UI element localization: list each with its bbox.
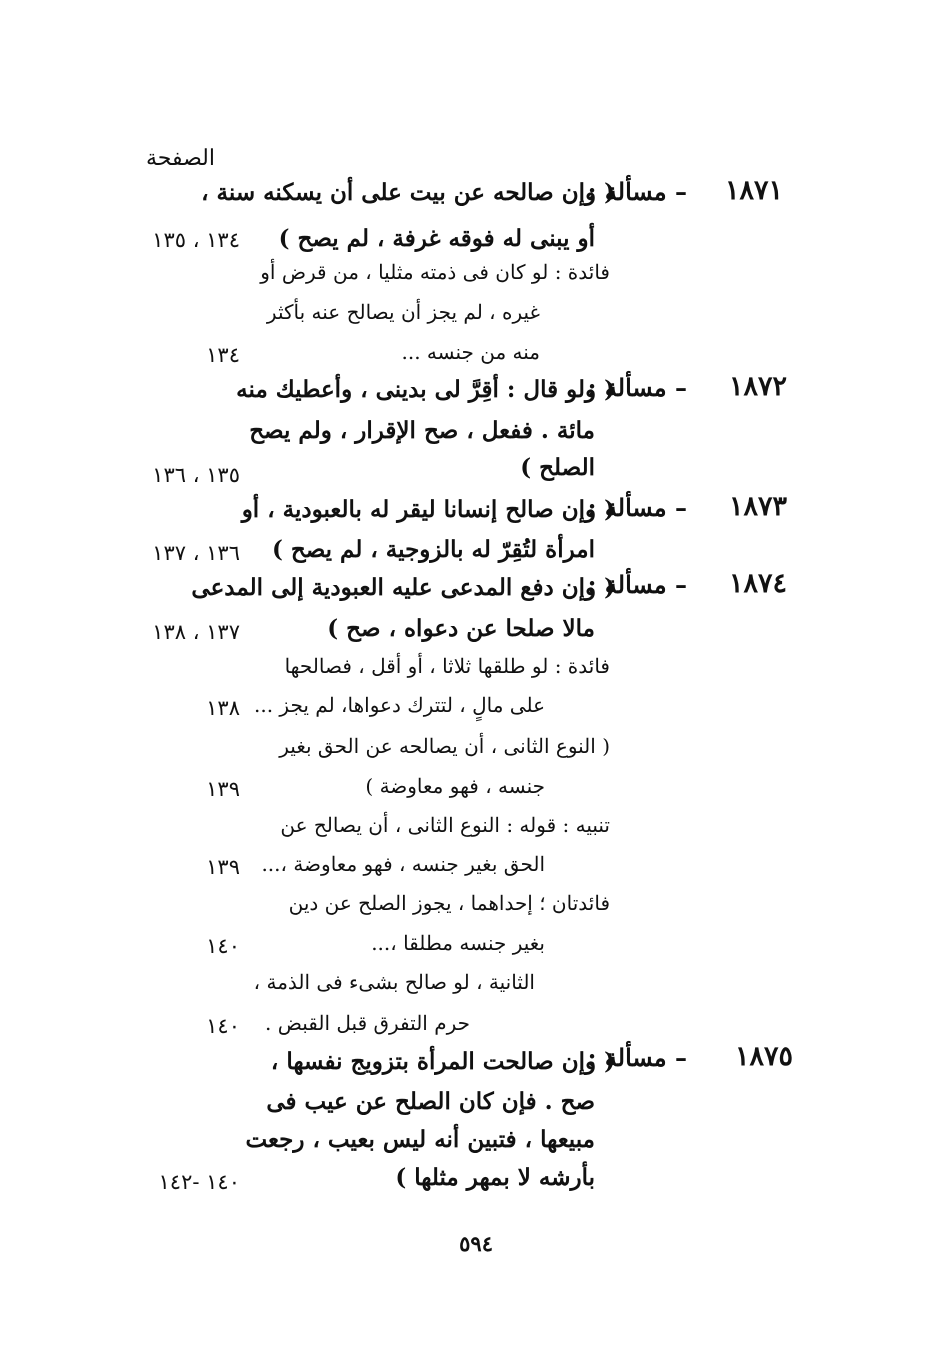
entry-text-line: مبيعها ، فتبين أنه ليس بعيب ، رجعت (245, 1126, 595, 1153)
page-number: ٥٩٤ (459, 1231, 493, 1256)
note-text-line: تنبيه : قوله : النوع الثانى ، أن يصالح عن (280, 813, 610, 837)
page-reference: ١٣٨ (206, 696, 240, 720)
note-text-line: حرم التفرق قبل القبض . (265, 1011, 470, 1035)
note-text-line: فائدة : لو طلقها ثلاثا ، أو أقل ، فصالحها (284, 654, 610, 678)
note-text-line: جنسه ، فهو معاوضة ) (365, 774, 545, 798)
entry-number: ١٨٧١ (724, 175, 783, 206)
page-column-header: الصفحة (145, 146, 215, 171)
entry-number: ١٨٧٣ (728, 491, 787, 522)
page-reference: ١٤٠ (206, 934, 240, 958)
entry-text-line: بأرشه لا بمهر مثلها ) (395, 1164, 595, 1191)
entry-label: – مسألة : (587, 1043, 687, 1072)
entry-text-line: ( ولو قال : أقِرَّ لى بدينى ، وأعطيك منه (236, 376, 615, 403)
entry-text-line: امرأة لتُقِرّ له بالزوجية ، لم يصح ) (271, 536, 595, 563)
page-reference: ١٤٠ -١٤٢ (158, 1170, 240, 1194)
entry-number: ١٨٧٢ (728, 371, 787, 402)
page-reference: ١٣٤ ، ١٣٥ (152, 228, 240, 252)
page-reference: ١٣٩ (206, 777, 240, 801)
note-text-line: فائدة : لو كان فى ذمته مثليا ، من قرض أو (260, 260, 610, 284)
note-text-line: فائدتان ؛ إحداهما ، يجوز الصلح عن دين (288, 891, 610, 915)
entry-number: ١٨٧٥ (734, 1041, 793, 1072)
entry-text-line: ( وإن صالح إنسانا ليقر له بالعبودية ، أو (241, 496, 615, 523)
note-text-line: غيره ، لم يجز أن يصالح عنه بأكثر (266, 300, 540, 324)
entry-label: – مسألة : (587, 570, 687, 599)
note-text-line: على مالٍ ، لتترك دعواها، لم يجز ... (253, 693, 545, 717)
entry-text-line: الصلح ) (520, 454, 595, 481)
page-reference: ١٣٦ ، ١٣٧ (152, 541, 240, 565)
entry-text-line: أو يبنى له فوقه غرفة ، لم يصح ) (278, 225, 595, 252)
note-text-line: الحق بغير جنسه ، فهو معاوضة ،... (261, 852, 545, 876)
entry-number: ١٨٧٤ (728, 568, 787, 599)
entry-text-line: ( وإن صالحه عن بيت على أن يسكنه سنة ، (201, 179, 615, 206)
note-text-line: بغير جنسه مطلقا ،... (371, 931, 545, 955)
page-reference: ١٣٩ (206, 855, 240, 879)
note-text-line: منه من جنسه ... (401, 340, 540, 364)
page-reference: ١٣٥ ، ١٣٦ (152, 463, 240, 487)
note-text-line: الثانية ، لو صالح بشىء فى الذمة ، (253, 970, 535, 994)
entry-text-line: مالا صلحا عن دعواه ، صح ) (327, 615, 595, 642)
page-reference: ١٣٤ (206, 343, 240, 367)
entry-text-line: مائة . ففعل ، صح الإقرار ، ولم يصح (249, 417, 595, 444)
entry-label: – مسألة : (587, 493, 687, 522)
entry-label: – مسألة : (587, 373, 687, 402)
page-reference: ١٤٠ (206, 1014, 240, 1038)
entry-text-line: صح . فإن كان الصلح عن عيب فى (266, 1088, 595, 1115)
entry-text-line: ( وإن صالحت المرأة بتزويج نفسها ، (270, 1048, 615, 1075)
note-text-line: ( النوع الثانى ، أن يصالحه عن الحق بغير (279, 734, 610, 758)
entry-label: – مسألة : (587, 177, 687, 206)
page-reference: ١٣٧ ، ١٣٨ (152, 620, 240, 644)
entry-text-line: ( وإن دفع المدعى عليه العبودية إلى المدعى (191, 574, 615, 601)
